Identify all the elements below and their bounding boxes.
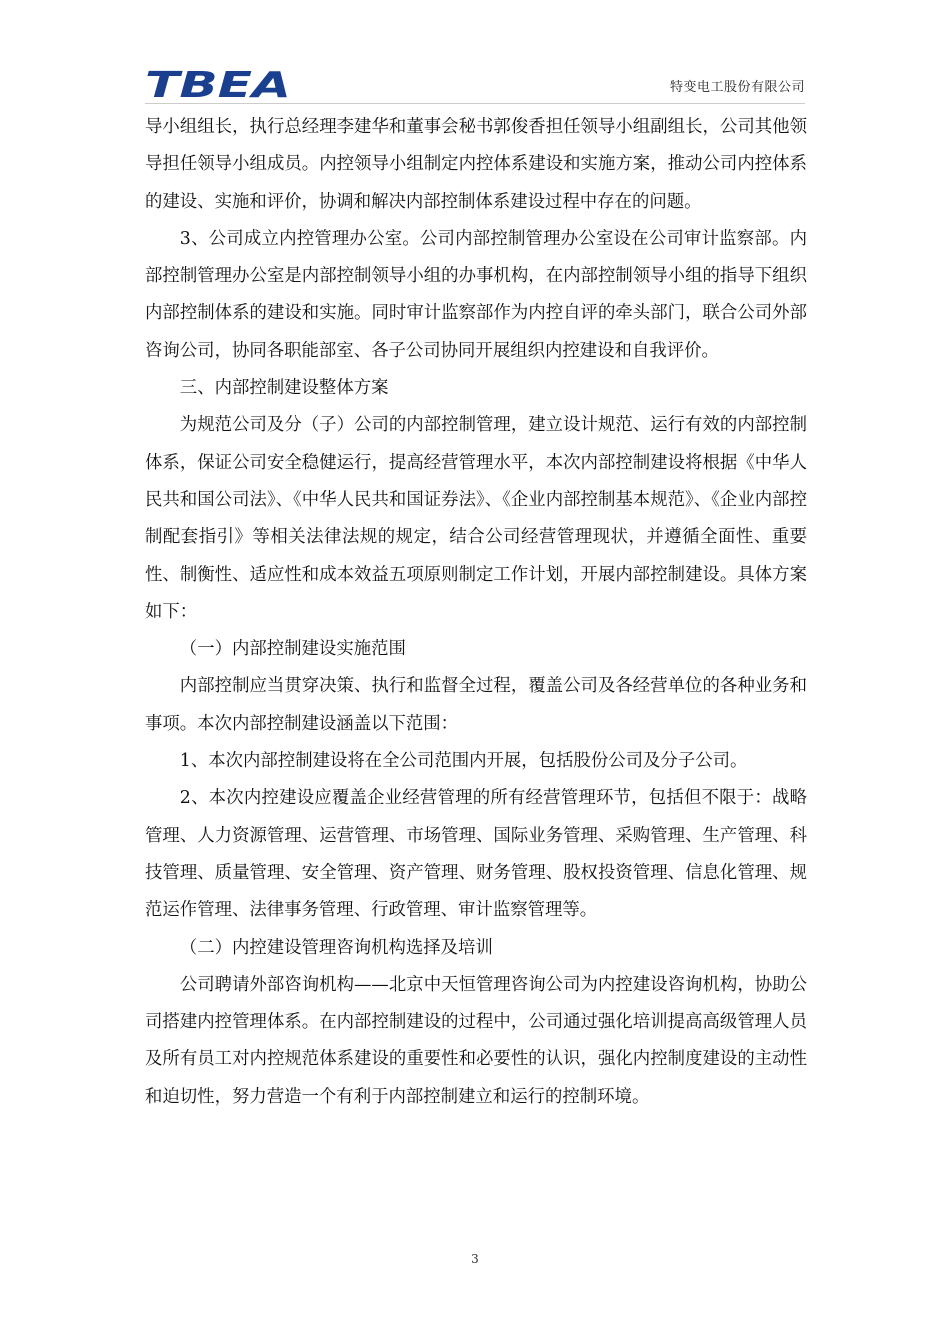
subsection-heading-2: （二）内控建设管理咨询机构选择及培训 [179,937,493,958]
paragraph-scope: 内部控制应当贯穿决策、执行和监督全过程，覆盖公司及各经营单位的各种业务和事项。本次内部控制建设涵盖以下范围： [145,676,807,734]
company-name: 特变电工股份有限公司 [669,80,805,95]
paragraph-consulting: 公司聘请外部咨询机构——北京中天恒管理咨询公司为内控建设咨询机构，协助公司搭建内控管理体系。在内部控制建设的过程中，公司通过强化培训提高高级管理人员及所有员工对内控规范体系建设的重要性和必要性的认识，强化内控制度建设的主动性和迫切性，努力营造一个有利于内部控制建立和运行的控制环境。 [145,974,807,1107]
document-body [145,109,807,1116]
page-number: 3 [471,1252,479,1266]
list-item-scope-1: 1、本次内部控制建设将在全公司范围内开展，包括股份公司及分子公司。 [179,751,748,772]
page-header [145,68,805,102]
paragraph-continuation: 导小组组长，执行总经理李建华和董事会秘书郭俊香担任领导小组副组长，公司其他领导担任领导小组成员。内控领导小组制定内控体系建设和实施方案，推动公司内控体系的建设、实施和评价，协调和解决内部控制体系建设过程中存在的问题。 [145,117,807,212]
subsection-heading-1: （一）内部控制建设实施范围 [179,639,406,660]
tbea-logo [145,68,293,100]
section-heading-3: 三、内部控制建设整体方案 [179,378,389,399]
svg-text:TBEA: TBEA [145,68,291,100]
header-divider [145,103,805,104]
paragraph-office: 3、公司成立内控管理办公室。公司内部控制管理办公室设在公司审计监察部。内部控制管理办公室是内部控制领导小组的办事机构，在内部控制领导小组的指导下组织内部控制体系的建设和实施。同时审计监察部作为内控自评的牵头部门，联合公司外部咨询公司，协同各职能部室、各子公司协同开展组织内控建设和自我评价。 [145,228,807,361]
list-item-scope-2: 2、本次内控建设应覆盖企业经营管理的所有经营管理环节，包括但不限于：战略管理、人力资源管理、运营管理、市场管理、国际业务管理、采购管理、生产管理、科技管理、质量管理、安全管理、资产管理、财务管理、股权投资管理、信息化管理、规范运作管理、法律事务管理、行政管理、审计监察管理等。 [145,788,807,921]
paragraph-overall-plan: 为规范公司及分（子）公司的内部控制管理，建立设计规范、运行有效的内部控制体系，保证公司安全稳健运行，提高经营管理水平，本次内部控制建设将根据《中华人民共和国公司法》、《中华人民共和国证券法》、《企业内部控制基本规范》、《企业内部控制配套指引》等相关法律法规的规定，结合公司经营管理现状，并遵循全面性、重要性、制衡性、适应性和成本效益五项原则制定工作计划，开展内部控制建设。具体方案如下： [145,415,807,622]
